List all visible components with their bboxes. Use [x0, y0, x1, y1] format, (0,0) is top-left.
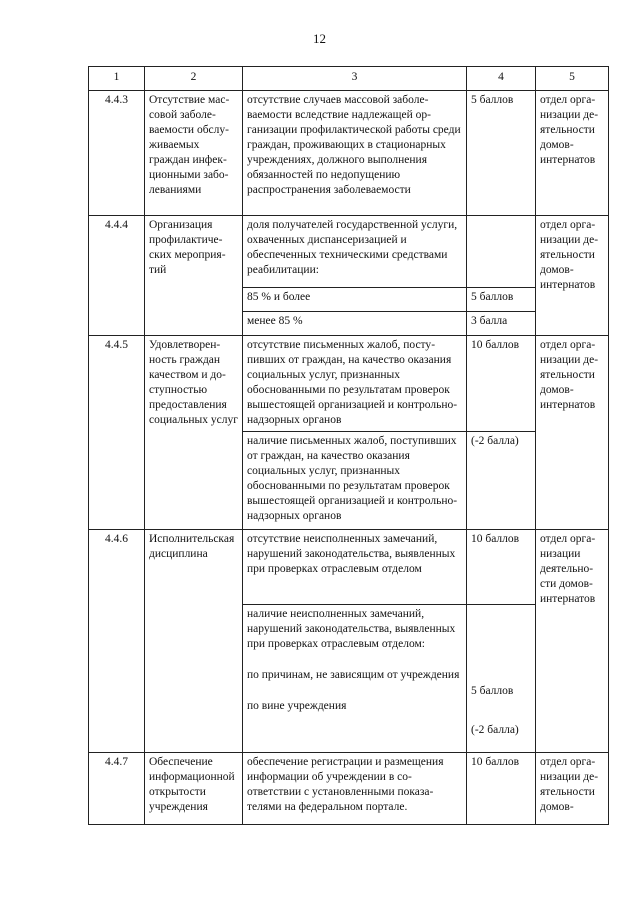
criterion-text: обеспечение регистрации и размещения информации об учреждении в соответствии с установленными показателями на федеральном портале.: [243, 753, 467, 825]
page-number: 12: [313, 31, 326, 46]
score-block: [467, 605, 536, 753]
score: 5 баллов: [471, 685, 514, 697]
criterion-text: отсутствие неисполненных замечаний, нарушений законодательства, выявленных при проверках отраслевым отделом: [243, 530, 467, 605]
score: 10 баллов: [467, 530, 536, 605]
indicator-name: Организация профилактических мероприятий: [145, 216, 243, 336]
indicator-name: Обеспечение информационной открытости учреждения: [145, 753, 243, 825]
indicator-name: Отсутствие массовой заболеваемости обслуживаемых граждан инфекционными заболеваниями: [145, 91, 243, 216]
criterion-option: 85 % и более: [243, 288, 467, 312]
row-number: 4.4.3: [89, 91, 145, 216]
criterion-text: отсутствие письменных жалоб, поступивших от граждан, на качество оказания социальных услуг, признанных обоснованными по результатам проверок вышестоящей организацией и контрольно-надзорных органов: [243, 336, 467, 432]
header-col-1: 1: [89, 67, 145, 91]
indicator-name: Исполнительская дисциплина: [145, 530, 243, 753]
row-number: 4.4.6: [89, 530, 145, 753]
header-col-2: 2: [145, 67, 243, 91]
criterion-option: по вине учреждения: [247, 700, 347, 712]
responsible-department: отдел организации деятельности домов-интернатов: [536, 91, 609, 216]
spacer: [247, 683, 462, 699]
criterion-text: наличие неисполненных замечаний, нарушений законодательства, выявленных при проверках отраслевым отделом:: [247, 608, 456, 650]
row-number: 4.4.7: [89, 753, 145, 825]
criterion-option: менее 85 %: [243, 312, 467, 336]
spacer: [247, 652, 462, 668]
criterion-block: [243, 605, 467, 753]
score: 5 баллов: [467, 288, 536, 312]
criterion-option: по причинам, не зависящим от учреждения: [247, 669, 460, 681]
table-row: [89, 530, 609, 605]
responsible-department: отдел организации деятельности домов-интернатов: [536, 216, 609, 336]
table-row: [89, 91, 609, 216]
table-row: [89, 216, 609, 288]
table-header-row: [89, 67, 609, 91]
score: (-2 балла): [467, 432, 536, 530]
header-col-3: 3: [243, 67, 467, 91]
score: [467, 216, 536, 288]
criterion-text: отсутствие случаев массовой заболеваемости вследствие надлежащей организации профилактической работы среди граждан, проживающих в стационарных учреждениях, должного выполнения обязанностей по недопущению распространения заболеваемости: [243, 91, 467, 216]
row-number: 4.4.4: [89, 216, 145, 336]
row-number: 4.4.5: [89, 336, 145, 530]
responsible-department: отдел организации деятельности домов-: [536, 753, 609, 825]
score: 3 балла: [467, 312, 536, 336]
score: 10 баллов: [467, 336, 536, 432]
responsible-department: отдел организации деятельности домов-интернатов: [536, 530, 609, 753]
criterion-text: доля получателей государственной услуги, охваченных диспансеризацией и обеспеченных техническими средствами реабилитации:: [243, 216, 467, 288]
score: 10 баллов: [467, 753, 536, 825]
spacer: [471, 607, 531, 684]
spacer: [471, 699, 531, 723]
responsible-department: отдел организации деятельности домов-интернатов: [536, 336, 609, 530]
header-col-4: 4: [467, 67, 536, 91]
indicator-name: Удовлетворенность граждан качеством и доступностью предоставления социальных услуг: [145, 336, 243, 530]
table-row: [89, 753, 609, 825]
score: (-2 балла): [471, 724, 519, 736]
criteria-table: [88, 66, 609, 825]
table-row: [89, 336, 609, 432]
header-col-5: 5: [536, 67, 609, 91]
criterion-text: наличие письменных жалоб, поступивших от граждан, на качество оказания социальных услуг, признанных обоснованными по результатам проверок вышестоящей организацией и контрольно-надзорных органов: [243, 432, 467, 530]
score: 5 баллов: [467, 91, 536, 216]
